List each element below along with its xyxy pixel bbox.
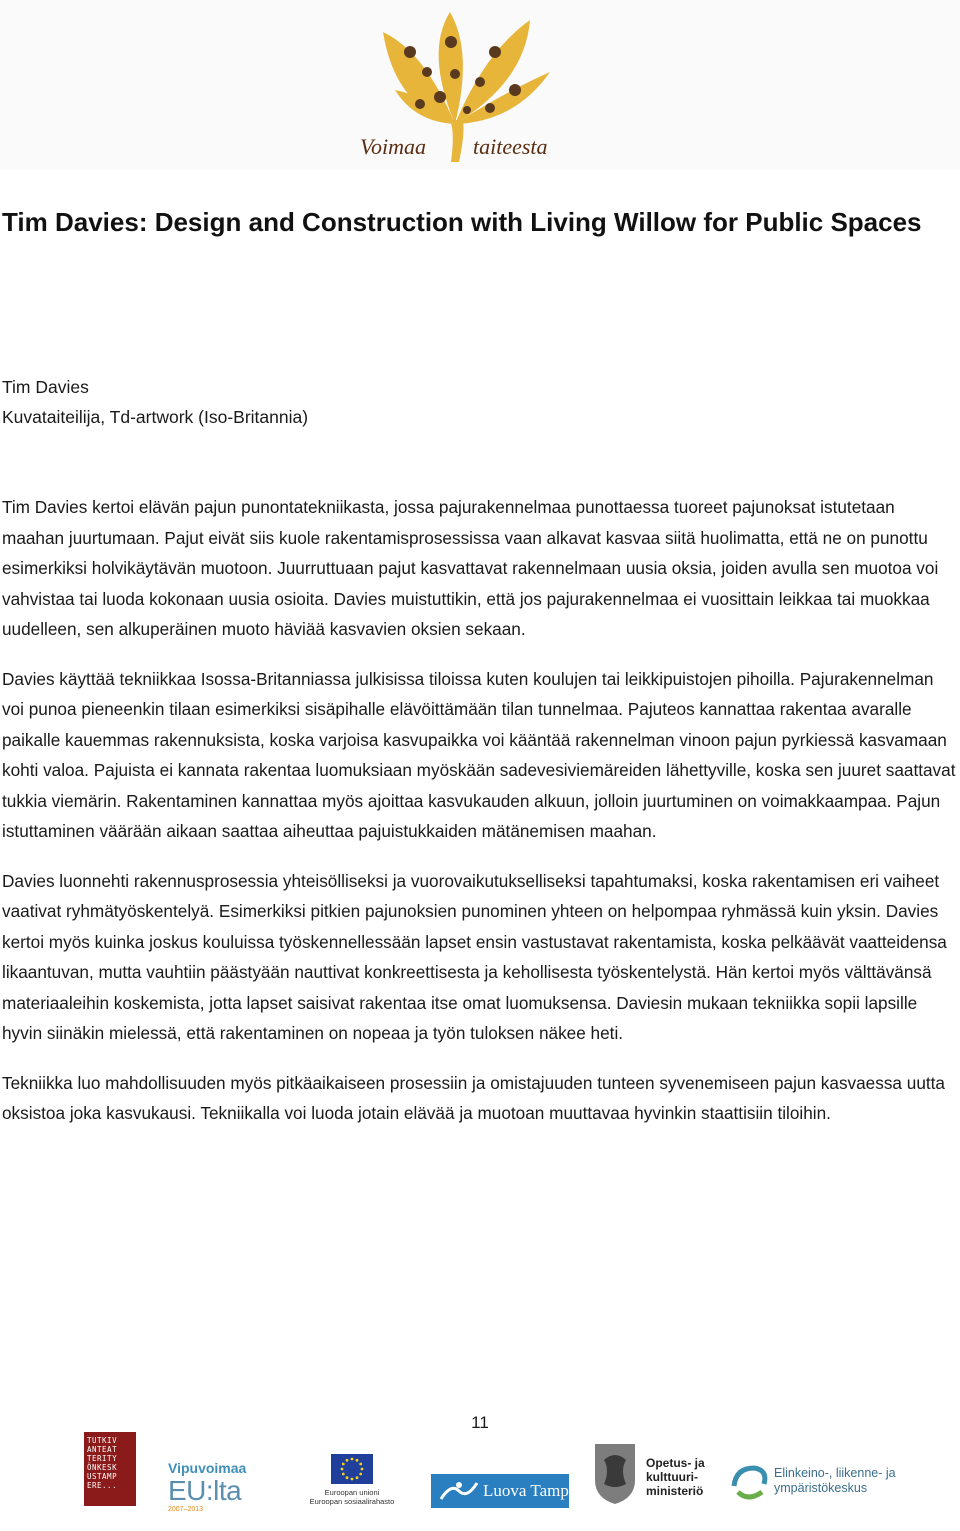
lion-crest-icon [590,1440,640,1506]
vipuvoimaa-logo [168,1460,280,1513]
eu-line1: Euroopan unioni [324,1488,380,1497]
eu-logo [302,1454,402,1510]
paragraph: Tim Davies kertoi elävän pajun punontatekniikasta, jossa pajurakennelmaa punottaessa tuoreet pajunoksat istutetaan maahan juurtumaan. Pajut eivät siis kuole rakentamisprosessissa vaan alkavat kasvaa siitä huolimatta, että ne on punottu esimerkiksi holvikäytävän muotoon. Juurruttuaan pajut kasvattavat rakennelmaan uusia oksia, joiden avulla sen muotoa voi vahvistaa tai luoda kokonaan uusia osioita. Davies muistuttikin, että jos pajurakennelmaa ei vuosittain leikkaa tai muokkaa uudelleen, sen alkuperäinen muoto häviää kasvavien oksien sekaan. [2,497,939,639]
logo-row: ERE... [87,1481,118,1490]
vipuvoimaa-eu: EU:lta [168,1475,242,1506]
eu-flag-icon [331,1454,373,1484]
okm-line1: Opetus- ja [646,1456,705,1470]
logo-row: USTAMP [87,1472,118,1481]
vipuvoimaa-years: 2007–2013 [168,1506,204,1513]
paragraph: Tekniikka luo mahdollisuuden myös pitkäaikaiseen prosessiin ja omistajuuden tunteen syvenemiseen pajun kasvaessa uutta oksistoa joka kasvukausi. Tekniikalla voi luoda jotain elävää ja muotoan muuttavaa hyvinkin staattisiin tiloihin. [2,1072,945,1123]
svg-text:Voimaa: Voimaa [360,134,426,159]
ely-keskus-logo [728,1462,928,1508]
paragraph: Davies luonnehti rakennusprosessia yhteisölliseksi ja vuorovaikutukselliseksi tapahtumaksi, koska rakentamisen eri vaiheet vaativat ryhmätyöskentelyä. Esimerkiksi pitkien pajunoksien punominen yhteen on helpompaa ryhmässä kuin yksin. Davies kertoi myös kuinka joskus kouluissa työskennellessään lapset ensin vastustavat rakentamista, koska pelkäävät vaatteidensa likaantuvan, mutta vauhtiin päästyään nauttivat konkreettisesta ja kehollisesta työskentelystä. Hän kertoi myös välttävänsä materiaaleihin koskemista, jotta lapset saisivat rakentaa itse omat luomuksensa. Daviesin mukaan tekniikka sopii lapsille hyvin siinäkin mielessä, että rakentaminen on nopeaa ja työn tuloksen näkee heti. [2,870,947,1043]
ely-line2: ympäristökeskus [774,1481,868,1495]
okm-line2: kulttuuri- [646,1470,698,1484]
author-block [2,372,308,432]
tutkiva-teatterityo-logo [84,1432,136,1506]
svg-text:taiteesta: taiteesta [473,134,548,159]
luova-tampere-text: Luova Tampere [483,1481,590,1500]
logo-row: ÖNKESK [87,1463,118,1472]
author-role: Kuvataiteilija, Td-artwork (Iso-Britannia) [2,407,309,427]
author-name: Tim Davies [2,377,89,397]
ely-swirl-icon [728,1462,770,1504]
willow-leaf-logo-icon [355,12,565,170]
dancer-figure-icon [437,1477,481,1505]
page-number: 11 [471,1413,489,1432]
ely-line1: Elinkeino-, liikenne- ja [774,1466,896,1480]
logo-row: TERITY [87,1454,118,1463]
okm-line3: ministeriö [646,1484,704,1498]
ely-text [774,1466,896,1496]
article-body [2,492,957,1148]
okm-text [646,1456,705,1498]
logo-row: ANTEAT [87,1445,118,1454]
eu-line2: Euroopan sosiaalirahasto [309,1497,395,1506]
okm-logo [590,1440,710,1510]
luova-tampere-logo [431,1474,590,1508]
logo-row: TUTKIV [87,1436,118,1445]
voimaa-taiteesta-logo [355,12,565,170]
document-title: Tim Davies: Design and Construction with Living Willow for Public Spaces [2,207,922,237]
paragraph: Davies käyttää tekniikkaa Isossa-Britanniassa julkisissa tiloissa kuten koulujen tai leikkipuistojen pihoilla. Pajurakennelman voi punoa pieneenkin tilaan esimerkiksi sisäpihalle elävöittämään tilan tunnelmaa. Pajuteos kannattaa rakentaa avaralle paikalle kauemmas rakennuksista, koska varjoisa kasvupaikka voi kääntää rakennelman vinoon pajun pyrkiessä kasvamaan kohti valoa. Pajuista ei kannata rakentaa luomuksiaan myöskään sadevesiviemäreiden lähettyville, koska sen juuret saattavat tukkia viemärin. Rakentaminen kannattaa myös ajoittaa kasvukauden alkuun, jolloin juurtuminen on voimakkaampaa. Pajun istuttaminen väärään aikaan saattaa aiheuttaa pajuistukkaiden mätänemisen maahan. [2,668,956,841]
vipuvoimaa-name: Vipuvoimaa [168,1460,247,1476]
